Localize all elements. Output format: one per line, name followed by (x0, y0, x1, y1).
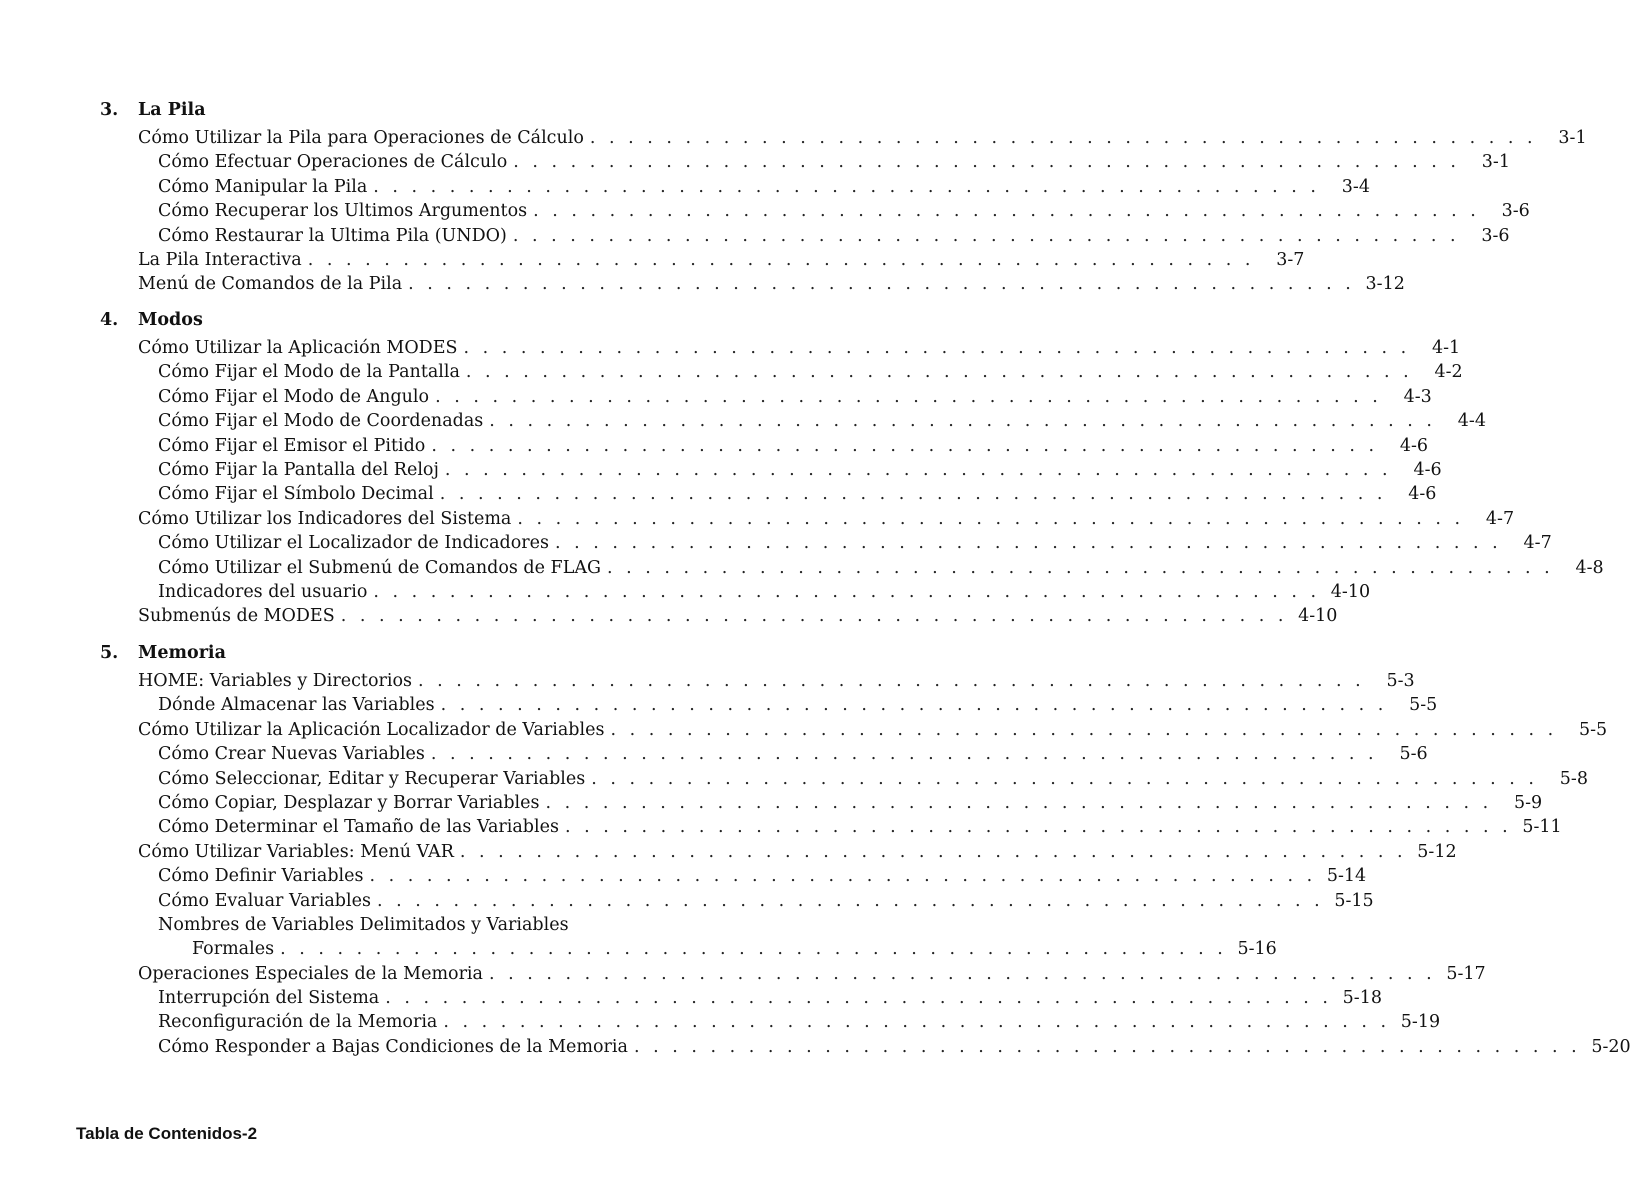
dot-leader: . . . . . . . . . . . . . . . . . . . . . . . . . . . . . . . . . . . . . . . . . . . . . . . . . . (376, 890, 1324, 911)
toc-entry[interactable] (100, 604, 1338, 628)
toc-entry[interactable] (100, 126, 1587, 150)
toc-entry-page: 4-6 (1399, 435, 1429, 456)
dot-leader: . . . . . . . . . . . . . . . . . . . . . . . . . . . . . . . . . . . . . . . . . . . . . . . . . . (610, 719, 1558, 740)
toc-entry[interactable] (100, 482, 1437, 506)
chapter-title: La Pila (138, 100, 206, 120)
toc-entry-title: Cómo Efectuar Operaciones de Cálculo (158, 152, 508, 173)
dot-leader: . . . . . . . . . . . . . . . . . . . . . . . . . . . . . . . . . . . . . . . . . . . . . . . . . . (444, 459, 1392, 480)
dot-leader: . . . . . . . . . . . . . . . . . . . . . . . . . . . . . . . . . . . . . . . . . . . . . . . . . . (545, 792, 1493, 813)
toc-entry[interactable] (100, 937, 1277, 961)
dot-leader: . . . . . . . . . . . . . . . . . . . . . . . . . . . . . . . . . . . . . . . . . . . . . . . . . . (633, 1036, 1581, 1057)
toc-entry-page: 5-8 (1559, 768, 1588, 789)
toc-entry-title: La Pila Interactiva (138, 249, 302, 270)
toc-entry-title: Cómo Utilizar el Submenú de Comandos de FLAG (158, 557, 601, 578)
toc-entry-page: 4-3 (1403, 386, 1432, 407)
dot-leader: . . . . . . . . . . . . . . . . . . . . . . . . . . . . . . . . . . . . . . . . . . . . . . . . . . (512, 225, 1460, 246)
toc-entry-page: 4-2 (1434, 362, 1463, 383)
chapter-heading[interactable] (100, 643, 704, 669)
toc-entry-title: Cómo Utilizar Variables: Menú VAR (138, 841, 454, 862)
toc-entry[interactable] (100, 150, 1510, 174)
toc-entry[interactable] (100, 580, 1371, 604)
toc-entry[interactable] (100, 224, 1510, 248)
toc-entry-title: Cómo Utilizar la Aplicación MODES (138, 338, 458, 358)
dot-leader: . . . . . . . . . . . . . . . . . . . . . . . . . . . . . . . . . . . . . . . . . . . . . . . . . . (340, 606, 1288, 627)
toc-entry-title: Cómo Evaluar Variables (158, 890, 371, 911)
toc-entry-title: HOME: Variables y Directorios (138, 671, 412, 691)
chapter-section (100, 100, 1587, 297)
toc-entry-page: 3-1 (1481, 152, 1510, 173)
toc-entry-title: Indicadores del usuario (158, 581, 368, 602)
toc-entry-title: Cómo Recuperar los Ultimos Argumentos (158, 201, 528, 222)
dot-leader: . . . . . . . . . . . . . . . . . . . . . . . . . . . . . . . . . . . . . . . . . . . . . . . . . . (463, 338, 1411, 358)
dot-leader: . . . . . . . . . . . . . . . . . . . . . . . . . . . . . . . . . . . . . . . . . . . . . . . . . . (307, 249, 1255, 270)
toc-entry[interactable] (100, 199, 1530, 223)
toc-entry-page: 5-5 (1409, 695, 1438, 716)
toc-entry-page: 4-10 (1298, 606, 1338, 627)
toc-entry[interactable] (100, 336, 1461, 360)
dot-leader: . . . . . . . . . . . . . . . . . . . . . . . . . . . . . . . . . . . . . . . . . . . . . . . . . . (439, 484, 1387, 505)
toc-entry[interactable] (100, 864, 1367, 888)
toc-entry[interactable] (100, 962, 1486, 986)
toc-entry[interactable] (100, 1010, 1441, 1034)
toc-entry-page: 3-1 (1558, 128, 1587, 148)
chapter-number: 4. (100, 310, 119, 330)
toc-entry[interactable] (100, 385, 1432, 409)
chapter-section (100, 643, 1631, 1059)
toc-entry[interactable] (100, 693, 1438, 717)
toc-entry-page: 3-12 (1365, 274, 1405, 295)
dot-leader: . . . . . . . . . . . . . . . . . . . . . . . . . . . . . . . . . . . . . . . . . . . . . . . . . . (459, 841, 1407, 862)
chapter-number: 5. (100, 643, 119, 663)
toc-entry-page: 5-16 (1237, 939, 1277, 960)
toc-entry-page: 5-11 (1522, 817, 1562, 838)
dot-leader: . . . . . . . . . . . . . . . . . . . . . . . . . . . . . . . . . . . . . . . . . . . . . . . . . . (465, 362, 1413, 383)
toc-entry-title: Nombres de Variables Delimitados y Variables (158, 914, 569, 935)
toc-entry[interactable] (100, 767, 1588, 791)
chapter-title: Modos (138, 310, 203, 330)
toc-entry[interactable] (100, 409, 1486, 433)
dot-leader: . . . . . . . . . . . . . . . . . . . . . . . . . . . . . . . . . . . . . . . . . . . . . . . . . . (440, 695, 1388, 716)
dot-leader: . . . . . . . . . . . . . . . . . . . . . . . . . . . . . . . . . . . . . . . . . . . . . . . . . . (431, 435, 1379, 456)
toc-entry-page: 5-18 (1342, 988, 1382, 1009)
toc-entry-title: Cómo Determinar el Tamaño de las Variables (158, 817, 559, 838)
toc-entry-title: Dónde Almacenar las Variables (158, 695, 435, 716)
toc-entry-title: Cómo Fijar el Modo de Angulo (158, 386, 430, 407)
toc-entry-title: Cómo Crear Nuevas Variables (158, 744, 425, 765)
toc-entry-title: Cómo Utilizar la Aplicación Localizador de Variables (138, 719, 605, 740)
toc-entry[interactable] (100, 360, 1463, 384)
toc-entry-page: 5-19 (1400, 1012, 1441, 1033)
toc-entry-page: 5-12 (1417, 841, 1457, 862)
dot-leader: . . . . . . . . . . . . . . . . . . . . . . . . . . . . . . . . . . . . . . . . . . . . . . . . . . (564, 817, 1512, 838)
chapter-title: Memoria (138, 643, 226, 663)
toc-entry-title: Cómo Definir Variables (158, 866, 364, 887)
toc-entry-page: 4-4 (1457, 411, 1486, 432)
dot-leader: . . . . . . . . . . . . . . . . . . . . . . . . . . . . . . . . . . . . . . . . . . . . . . . . . . (489, 411, 1436, 432)
toc-entry-page: 5-6 (1399, 744, 1428, 765)
toc-entry[interactable] (100, 175, 1370, 199)
dot-leader: . . . . . . . . . . . . . . . . . . . . . . . . . . . . . . . . . . . . . . . . . . . . . . . . . . (591, 768, 1538, 789)
toc-entry-title: Cómo Restaurar la Ultima Pila (UNDO) (158, 225, 507, 246)
dot-leader: . . . . . . . . . . . . . . . . . . . . . . . . . . . . . . . . . . . . . . . . . . . . . . . . . . (606, 557, 1554, 578)
toc-entry-title: Cómo Utilizar la Pila para Operaciones de Cálculo (138, 128, 584, 148)
toc-entry-page: 3-4 (1341, 176, 1370, 197)
dot-leader: . . . . . . . . . . . . . . . . . . . . . . . . . . . . . . . . . . . . . . . . . . . . . . . . . . (513, 152, 1460, 173)
toc-entry-title: Cómo Manipular la Pila (158, 176, 368, 197)
dot-leader: . . . . . . . . . . . . . . . . . . . . . . . . . . . . . . . . . . . . . . . . . . . . . . . . . . (517, 508, 1465, 529)
toc-entry[interactable] (100, 507, 1515, 531)
toc-entry-page: 4-7 (1485, 508, 1515, 529)
dot-leader: . . . . . . . . . . . . . . . . . . . . . . . . . . . . . . . . . . . . . . . . . . . . . . . . . . (408, 274, 1355, 295)
toc-entry-page: 4-6 (1408, 484, 1437, 505)
toc-entry[interactable] (100, 1035, 1631, 1059)
page-footer: Tabla de Contenidos-2 (76, 1124, 258, 1143)
chapter-heading[interactable] (100, 310, 704, 336)
dot-leader: . . . . . . . . . . . . . . . . . . . . . . . . . . . . . . . . . . . . . . . . . . . . . . . . . . (533, 201, 1480, 222)
toc-entry-page: 4-10 (1330, 581, 1371, 602)
toc-entry-page: 4-1 (1432, 338, 1461, 358)
toc-entry-title: Cómo Fijar la Pantalla del Reloj (158, 459, 439, 480)
toc-entry[interactable] (100, 718, 1608, 742)
toc-entry-title: Cómo Copiar, Desplazar y Borrar Variables (158, 792, 540, 813)
toc-entry-title: Cómo Utilizar los Indicadores del Sistema (138, 508, 512, 529)
dot-leader: . . . . . . . . . . . . . . . . . . . . . . . . . . . . . . . . . . . . . . . . . . . . . . . . . . (589, 128, 1537, 148)
toc-entry-title: Cómo Seleccionar, Editar y Recuperar Variables (158, 768, 586, 789)
dot-leader: . . . . . . . . . . . . . . . . . . . . . . . . . . . . . . . . . . . . . . . . . . . . . . . . . . (554, 533, 1502, 554)
toc-entry-title: Reconfiguración de la Memoria (158, 1012, 438, 1033)
toc-entry[interactable] (100, 986, 1382, 1010)
toc-entry-page: 3-6 (1481, 225, 1510, 246)
toc-entry[interactable] (100, 913, 704, 937)
toc-entry-title: Operaciones Especiales de la Memoria (138, 963, 483, 984)
toc-entry-title: Cómo Fijar el Modo de Coordenadas (158, 411, 484, 432)
toc-entry-page: 3-6 (1501, 201, 1530, 222)
dot-leader: . . . . . . . . . . . . . . . . . . . . . . . . . . . . . . . . . . . . . . . . . . . . . . . . . . (443, 1012, 1391, 1033)
toc-entry-page: 5-17 (1446, 963, 1486, 984)
toc-entry-title: Menú de Comandos de la Pila (138, 274, 403, 295)
toc-entry[interactable] (100, 458, 1442, 482)
toc-entry[interactable] (100, 791, 1543, 815)
toc-entry-page: 5-20 (1591, 1036, 1631, 1057)
dot-leader: . . . . . . . . . . . . . . . . . . . . . . . . . . . . . . . . . . . . . . . . . . . . . . . . . . (369, 866, 1317, 887)
dot-leader: . . . . . . . . . . . . . . . . . . . . . . . . . . . . . . . . . . . . . . . . . . . . . . . . . . (373, 176, 1320, 197)
chapter-heading[interactable] (100, 100, 704, 126)
dot-leader: . . . . . . . . . . . . . . . . . . . . . . . . . . . . . . . . . . . . . . . . . . . . . . . . . . (385, 988, 1332, 1009)
toc-entry-page: 5-9 (1514, 792, 1543, 813)
chapter-section (100, 310, 1604, 629)
toc-entry[interactable] (100, 840, 1457, 864)
dot-leader: . . . . . . . . . . . . . . . . . . . . . . . . . . . . . . . . . . . . . . . . . . . . . . . . . . (417, 671, 1365, 691)
toc-entry-title: Submenús de MODES (138, 606, 335, 627)
dot-leader: . . . . . . . . . . . . . . . . . . . . . . . . . . . . . . . . . . . . . . . . . . . . . . . . . . (488, 963, 1436, 984)
toc-entry-title: Cómo Responder a Bajas Condiciones de la Memoria (158, 1036, 628, 1057)
toc-entry-page: 4-7 (1523, 533, 1552, 554)
dot-leader: . . . . . . . . . . . . . . . . . . . . . . . . . . . . . . . . . . . . . . . . . . . . . . . . . . (435, 386, 1382, 407)
toc-entry[interactable] (100, 531, 1552, 555)
toc-entry-title: Interrupción del Sistema (158, 988, 380, 1009)
toc-entry[interactable] (100, 248, 1305, 272)
toc-entry[interactable] (100, 669, 1415, 693)
toc-entry[interactable] (100, 556, 1604, 580)
toc-entry-page: 5-5 (1578, 719, 1608, 740)
toc-entry-page: 3-7 (1276, 249, 1305, 270)
toc-entry-page: 4-6 (1413, 459, 1442, 480)
toc-entry[interactable] (100, 434, 1429, 458)
toc-entry-title: Cómo Fijar el Modo de la Pantalla (158, 362, 460, 383)
dot-leader: . . . . . . . . . . . . . . . . . . . . . . . . . . . . . . . . . . . . . . . . . . . . . . . . . . (430, 744, 1378, 765)
toc-entry-page: 5-3 (1386, 671, 1415, 691)
toc-entry-title: Cómo Fijar el Símbolo Decimal (158, 484, 434, 505)
toc-entry-title: Cómo Fijar el Emisor el Pitido (158, 435, 426, 456)
toc-entry[interactable] (100, 815, 1562, 839)
toc-entry[interactable] (100, 272, 1405, 296)
toc-entry[interactable] (100, 742, 1428, 766)
toc-entry-page: 4-8 (1575, 557, 1604, 578)
dot-leader: . . . . . . . . . . . . . . . . . . . . . . . . . . . . . . . . . . . . . . . . . . . . . . . . . . (280, 939, 1227, 960)
toc-entry[interactable] (100, 889, 1374, 913)
chapter-number: 3. (100, 100, 119, 120)
toc-entry-page: 5-15 (1334, 890, 1374, 911)
toc-entry-title: Formales (192, 939, 275, 960)
dot-leader: . . . . . . . . . . . . . . . . . . . . . . . . . . . . . . . . . . . . . . . . . . . . . . . . . . (373, 581, 1321, 602)
toc-entry-page: 5-14 (1326, 866, 1367, 887)
toc-entry-title: Cómo Utilizar el Localizador de Indicadores (158, 533, 549, 554)
